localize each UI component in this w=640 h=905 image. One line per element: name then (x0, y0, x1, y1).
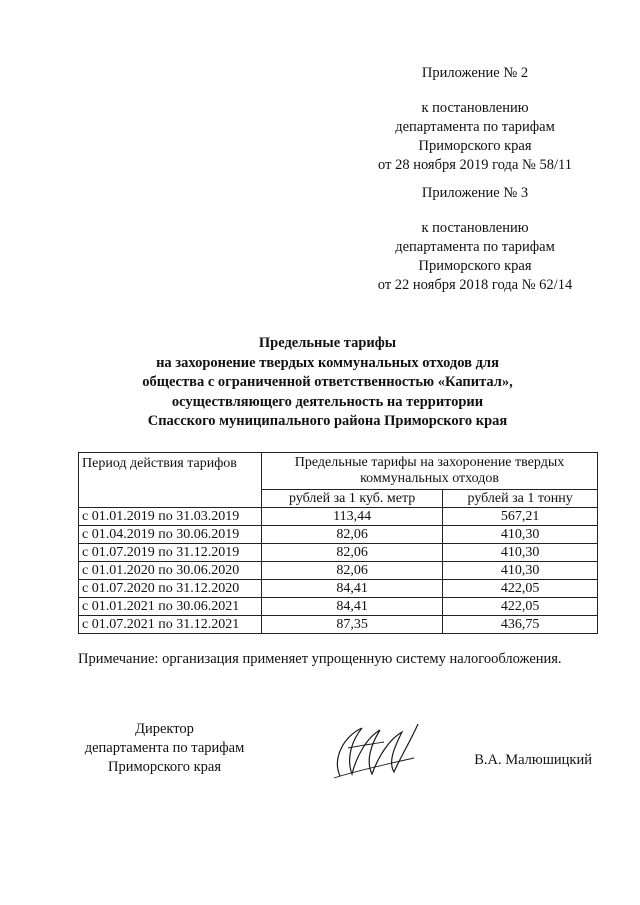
table-row (79, 580, 598, 598)
appendix-3-block (360, 184, 590, 295)
title-line: осуществляющего деятельность на территории (171, 393, 484, 410)
handwritten-signature (322, 718, 422, 780)
cell-ton: 410,30 (443, 544, 598, 562)
table-header-row (79, 453, 598, 490)
title-line: Предельные тарифы (258, 335, 397, 351)
director-title (62, 720, 267, 777)
director-line: Директор (135, 721, 194, 737)
appendix-2-line: к постановлению (421, 100, 529, 116)
appendix-3-line: департамента по тарифам (395, 239, 555, 255)
title-line: общества с ограниченной ответственностью «Капитал», (142, 374, 513, 390)
cell-ton: 422,05 (443, 580, 598, 598)
appendix-2-line: Приморского края (418, 138, 532, 154)
header-per-ton: рублей за 1 тонну (443, 490, 598, 508)
appendix-2-line: от 28 ноября 2019 года № 58/11 (378, 157, 572, 173)
tariffs-table (78, 452, 598, 634)
appendix-3-line: от 22 ноября 2018 года № 62/14 (377, 277, 573, 293)
appendix-3-line: к постановлению (421, 220, 529, 236)
cell-period: с 01.01.2021 по 30.06.2021 (79, 598, 262, 616)
table-row (79, 508, 598, 526)
appendix-2-line: департамента по тарифам (395, 119, 555, 135)
cell-period: с 01.04.2019 по 30.06.2019 (79, 526, 262, 544)
signer-name: В.А. Малюшицкий (474, 752, 592, 768)
table-row (79, 544, 598, 562)
cell-ton: 436,75 (443, 616, 598, 634)
appendix-3-heading: Приложение № 3 (421, 185, 529, 201)
title-line: на захоронение твердых коммунальных отходов для (156, 354, 499, 371)
cell-period: с 01.07.2019 по 31.12.2019 (79, 544, 262, 562)
director-line: департамента по тарифам (84, 740, 245, 756)
header-tariffs: Предельные тарифы на захоронение твердых коммунальных отходов (262, 453, 598, 490)
director-line: Приморского края (107, 759, 221, 775)
title-line: Спасского муниципального района Приморского края (147, 413, 508, 429)
table-row (79, 562, 598, 580)
header-per-m3: рублей за 1 куб. метр (262, 490, 443, 508)
cell-m3: 84,41 (262, 580, 443, 598)
cell-m3: 113,44 (262, 508, 443, 526)
appendix-2-block (360, 64, 590, 175)
cell-ton: 567,21 (443, 508, 598, 526)
table-row (79, 598, 598, 616)
cell-ton: 410,30 (443, 526, 598, 544)
tax-note: Примечание: организация применяет упрощенную систему налогообложения. (78, 651, 562, 667)
cell-m3: 82,06 (262, 526, 443, 544)
appendix-2-heading: Приложение № 2 (421, 65, 529, 81)
header-period: Период действия тарифов (79, 453, 262, 508)
cell-m3: 87,35 (262, 616, 443, 634)
cell-period: с 01.01.2020 по 30.06.2020 (79, 562, 262, 580)
table-row (79, 526, 598, 544)
cell-m3: 84,41 (262, 598, 443, 616)
table-row (79, 616, 598, 634)
cell-period: с 01.01.2019 по 31.03.2019 (79, 508, 262, 526)
cell-period: с 01.07.2021 по 31.12.2021 (79, 616, 262, 634)
cell-m3: 82,06 (262, 562, 443, 580)
document-title (60, 334, 595, 432)
cell-ton: 422,05 (443, 598, 598, 616)
cell-m3: 82,06 (262, 544, 443, 562)
cell-period: с 01.07.2020 по 31.12.2020 (79, 580, 262, 598)
appendix-3-line: Приморского края (418, 258, 532, 274)
cell-ton: 410,30 (443, 562, 598, 580)
